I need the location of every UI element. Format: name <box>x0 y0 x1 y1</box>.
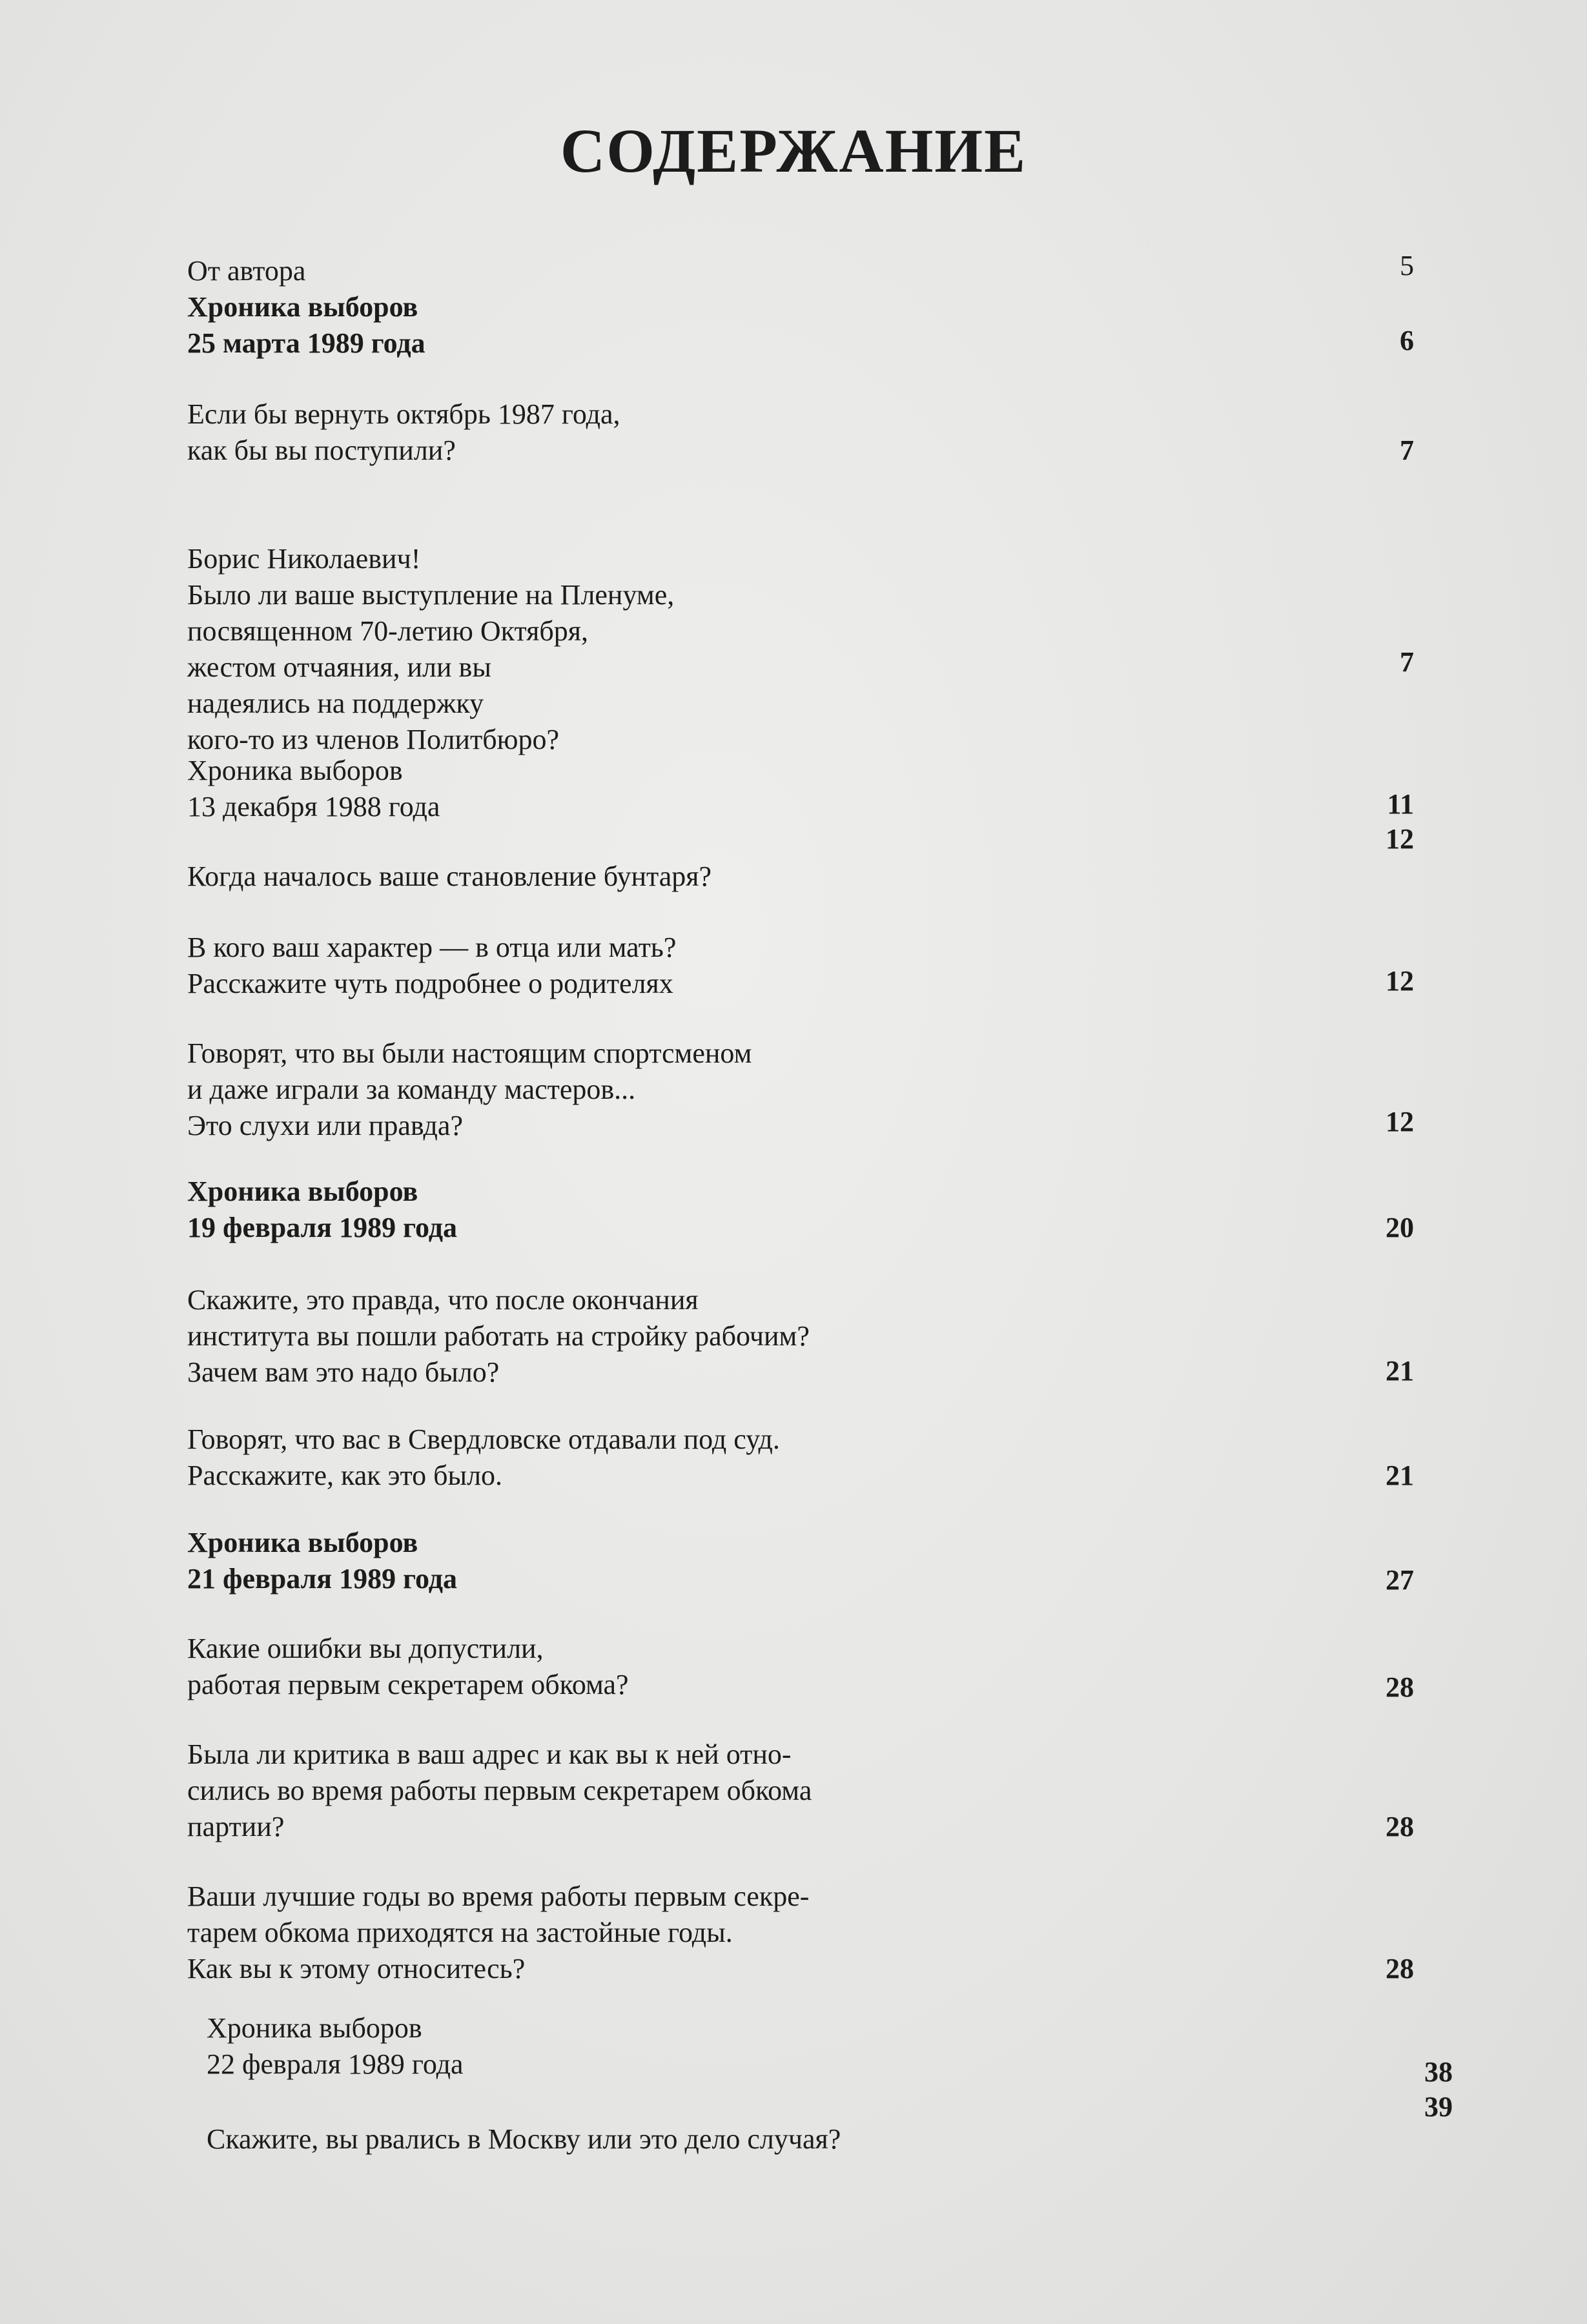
toc-entry-line: Расскажите чуть подробнее о родителях <box>187 968 673 999</box>
toc-entry-line: Говорят, что вы были настоящим спортсменом <box>187 1037 752 1069</box>
toc-entry <box>187 1525 1414 1597</box>
page-title: СОДЕРЖАНИЕ <box>560 116 1027 185</box>
toc-entry <box>187 930 1414 1002</box>
toc-entry <box>187 1631 1414 1703</box>
toc-entry-line: Это слухи или правда? <box>187 1110 463 1141</box>
toc-entry-line: сились во время работы первым секретарем обкома <box>187 1775 812 1806</box>
toc-page-number: 28 <box>1386 1671 1414 1703</box>
toc-entry-line: Скажите, это правда, что после окончания <box>187 1284 699 1316</box>
toc-page-number: 12 <box>1386 1106 1414 1137</box>
toc-entry-line: 19 февраля 1989 года <box>187 1212 457 1243</box>
toc-entry-line: Говорят, что вас в Свердловске отдавали под суд. <box>187 1423 780 1455</box>
toc-entry-line: кого-то из членов Политбюро? <box>187 724 559 755</box>
toc-entry-line: Хроника выборов <box>187 755 403 786</box>
toc-entry <box>187 1737 1414 1845</box>
toc-entry-line: надеялись на поддержку <box>187 688 484 719</box>
toc-page-number: 7 <box>1400 646 1414 678</box>
toc-entry-line: тарем обкома приходятся на застойные годы. <box>187 1917 733 1948</box>
toc-entry <box>187 1174 1414 1246</box>
toc-page-number: 28 <box>1386 1953 1414 1984</box>
toc-page-number: 21 <box>1386 1355 1414 1387</box>
toc-entry-line: как бы вы поступили? <box>187 434 456 466</box>
toc-entry-line: партии? <box>187 1811 285 1842</box>
toc-entry <box>187 1035 1414 1144</box>
toc-page-number: 11 <box>1387 788 1414 820</box>
toc-entry <box>207 2010 1453 2088</box>
toc-entry-line: посвященном 70-летию Октября, <box>187 615 588 647</box>
toc-entry-line: Хроника выборов <box>187 291 418 323</box>
toc-entry-line: Было ли ваше выступление на Пленуме, <box>187 579 675 611</box>
toc-page-number: 27 <box>1386 1564 1414 1596</box>
toc-page-number: 5 <box>1400 250 1414 281</box>
toc-page-number: 6 <box>1400 325 1414 356</box>
toc-entry-line: От автора <box>187 255 306 287</box>
toc-entry-line: Хроника выборов <box>187 1527 418 1558</box>
toc-entry-line: Была ли критика в ваш адрес и как вы к ней отно- <box>187 1738 792 1770</box>
toc-entry-line: Когда началось ваше становление бунтаря? <box>187 861 712 892</box>
toc-entry <box>187 289 1414 362</box>
toc-entry-line: 25 марта 1989 года <box>187 327 425 359</box>
toc-entry-line: и даже играли за команду мастеров... <box>187 1074 636 1105</box>
toc-entry-line: 13 декабря 1988 года <box>187 791 440 822</box>
toc-entry-line: Хроника выборов <box>207 2012 422 2044</box>
toc-entry-line: Ваши лучшие годы во время работы первым секре- <box>187 1881 810 1912</box>
toc-page-number: 7 <box>1400 434 1414 466</box>
toc-page-number: 12 <box>1386 965 1414 997</box>
toc-page-number: 39 <box>1424 2091 1453 2123</box>
toc-entry-line: института вы пошли работать на стройку рабочим? <box>187 1320 810 1352</box>
toc-entry-line: 22 февраля 1989 года <box>207 2048 464 2080</box>
toc-entry-line: Хроника выборов <box>187 1176 418 1207</box>
toc-entry-line: жестом отчаяния, или вы <box>187 651 491 683</box>
toc-entry <box>187 823 1414 895</box>
toc-entry-line: Скажите, вы рвались в Москву или это дело случая? <box>207 2123 841 2155</box>
toc-entry-line: Какие ошибки вы допустили, <box>187 1633 544 1664</box>
toc-entry-line: Зачем вам это надо было? <box>187 1356 500 1388</box>
toc-entry <box>187 1282 1414 1391</box>
toc-entry <box>187 396 1414 469</box>
toc-entry-line: В кого ваш характер — в отца или мать? <box>187 932 677 963</box>
toc-entry-line: 21 февраля 1989 года <box>187 1563 457 1595</box>
toc-page-number: 12 <box>1386 823 1414 855</box>
toc-entry-line: работая первым секретарем обкома? <box>187 1669 629 1700</box>
toc-entry <box>187 1879 1414 1987</box>
toc-entry <box>187 541 1414 758</box>
toc-entry-line: Борис Николаевич! <box>187 543 421 575</box>
toc-entry <box>187 1422 1414 1494</box>
toc-entry-line: Если бы вернуть октябрь 1987 года, <box>187 398 620 430</box>
toc-page-number: 28 <box>1386 1811 1414 1842</box>
toc-entry <box>187 250 1414 289</box>
toc-entry <box>207 2091 1453 2157</box>
toc-page-number: 20 <box>1386 1212 1414 1243</box>
toc-entry <box>187 753 1414 825</box>
toc-page-number: 21 <box>1386 1460 1414 1491</box>
toc-page-number: 38 <box>1424 2056 1453 2088</box>
toc-entry-line: Как вы к этому относитесь? <box>187 1953 526 1984</box>
toc-entry-line: Расскажите, как это было. <box>187 1460 503 1491</box>
